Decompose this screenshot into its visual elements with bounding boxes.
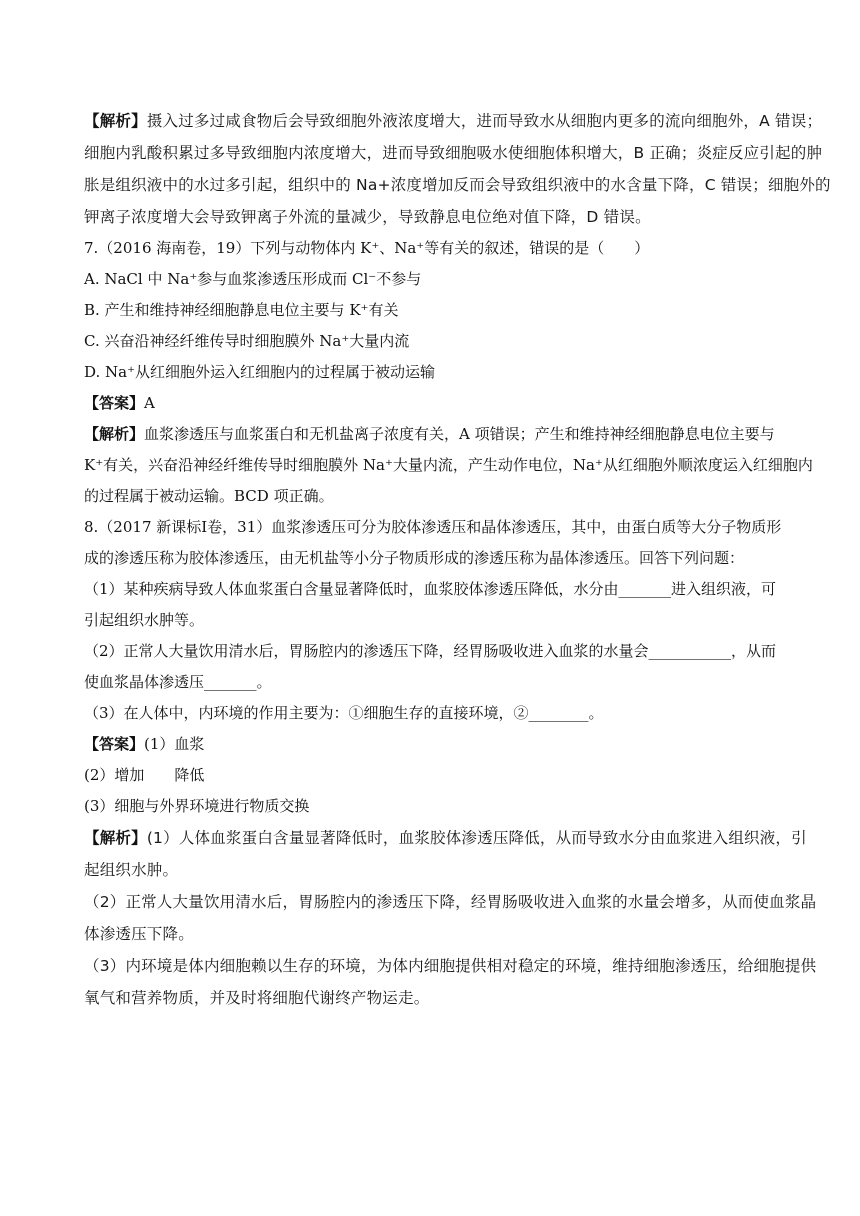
option-b: B. 产生和维持神经细胞静息电位主要与 K⁺有关 [84,301,399,319]
option-c: C. 兴奋沿神经纤维传导时细胞膜外 Na⁺大量内流 [84,332,410,350]
analysis-line: （3）内环境是体内细胞赖以生存的环境，为体内细胞提供相对稳定的环境，维持细胞渗透压，给细胞提供 [84,957,817,975]
sub-question: （1）某种疾病导致人体血浆蛋白含量显著降低时，血浆胶体渗透压降低，水分由_______进入组织液，可 [84,580,777,598]
analysis-line: 【解析】(1）人体血浆蛋白含量显著降低时，血浆胶体渗透压降低，从而导致水分由血浆进入组织液，引 [84,829,807,847]
section-tag: 【解析】 [84,829,147,847]
sub-question: 使血浆晶体渗透压_______。 [84,673,272,691]
section-tag: 【答案】 [84,735,145,753]
analysis-line: 氧气和营养物质，并及时将细胞代谢终产物运走。 [84,989,430,1007]
sub-question: （2）正常人大量饮用清水后，胃肠腔内的渗透压下降，经胃肠吸收进入血浆的水量会___________，从而 [84,642,777,660]
analysis-line: 起组织水肿。 [84,861,179,879]
analysis-line: 体渗透压下降。 [84,925,194,943]
analysis-line: 胀是组织液中的水过多引起，组织中的 Na+浓度增加反而会导致组织液中的水含量下降，C 错误；细胞外的 [84,176,831,194]
analysis-line: 【解析】摄入过多过咸食物后会导致细胞外液浓度增大，进而导致水从细胞内更多的流向细胞外，A 错误； [84,112,823,130]
answer-line: 【答案】(1）血浆 [84,735,205,753]
section-tag: 【解析】 [84,112,147,130]
question-7 [84,238,813,506]
option-d: D. Na⁺从红细胞外运入红细胞内的过程属于被动运输 [84,363,436,381]
analysis-line: K⁺有关，兴奋沿神经纤维传导时细胞膜外 Na⁺大量内流，产生动作电位，Na⁺从红细胞外顺浓度运入红细胞内 [84,456,813,474]
answer-line: (3）细胞与外界环境进行物质交换 [84,797,310,815]
answer-line: (2）增加 降低 [84,766,205,784]
question-8 [84,517,817,1009]
analysis-line: 【解析】血浆渗透压与血浆蛋白和无机盐离子浓度有关，A 项错误；产生和维持神经细胞静息电位主要与 [84,425,775,443]
analysis-line: 钾离子浓度增大会导致钾离子外流的量减少，导致静息电位绝对值下降，D 错误。 [84,208,651,226]
document-content [84,110,831,1019]
analysis-line: （2）正常人大量饮用清水后，胃肠腔内的渗透压下降，经胃肠吸收进入血浆的水量会增多，从而使血浆晶 [84,893,817,911]
answer-line: 【答案】A [84,394,155,412]
analysis-line: 细胞内乳酸积累过多导致细胞内浓度增大，进而导致细胞吸水使细胞体积增大，B 正确；炎症反应引起的肿 [84,144,823,162]
sub-question: （3）在人体中，内环境的作用主要为：①细胞生存的直接环境，②________。 [84,704,604,722]
section-tag: 【解析】 [84,425,145,443]
question-stem: 成的渗透压称为胶体渗透压，由无机盐等小分子物质形成的渗透压称为晶体渗透压。回答下列问题： [84,549,745,567]
question-stem: 7.（2016 海南卷，19）下列与动物体内 K⁺、Na⁺等有关的叙述，错误的是（ ） [84,239,650,257]
analysis-block-q6 [84,110,831,228]
section-tag: 【答案】 [84,394,145,412]
analysis-line: 的过程属于被动运输。BCD 项正确。 [84,487,334,505]
question-stem: 8.（2017 新课标Ⅰ卷，31）血浆渗透压可分为胶体渗透压和晶体渗透压，其中，由蛋白质等大分子物质形 [84,518,782,536]
option-a: A. NaCl 中 Na⁺参与血浆渗透压形成而 Cl⁻不参与 [84,270,422,288]
sub-question: 引起组织水肿等。 [84,611,205,629]
